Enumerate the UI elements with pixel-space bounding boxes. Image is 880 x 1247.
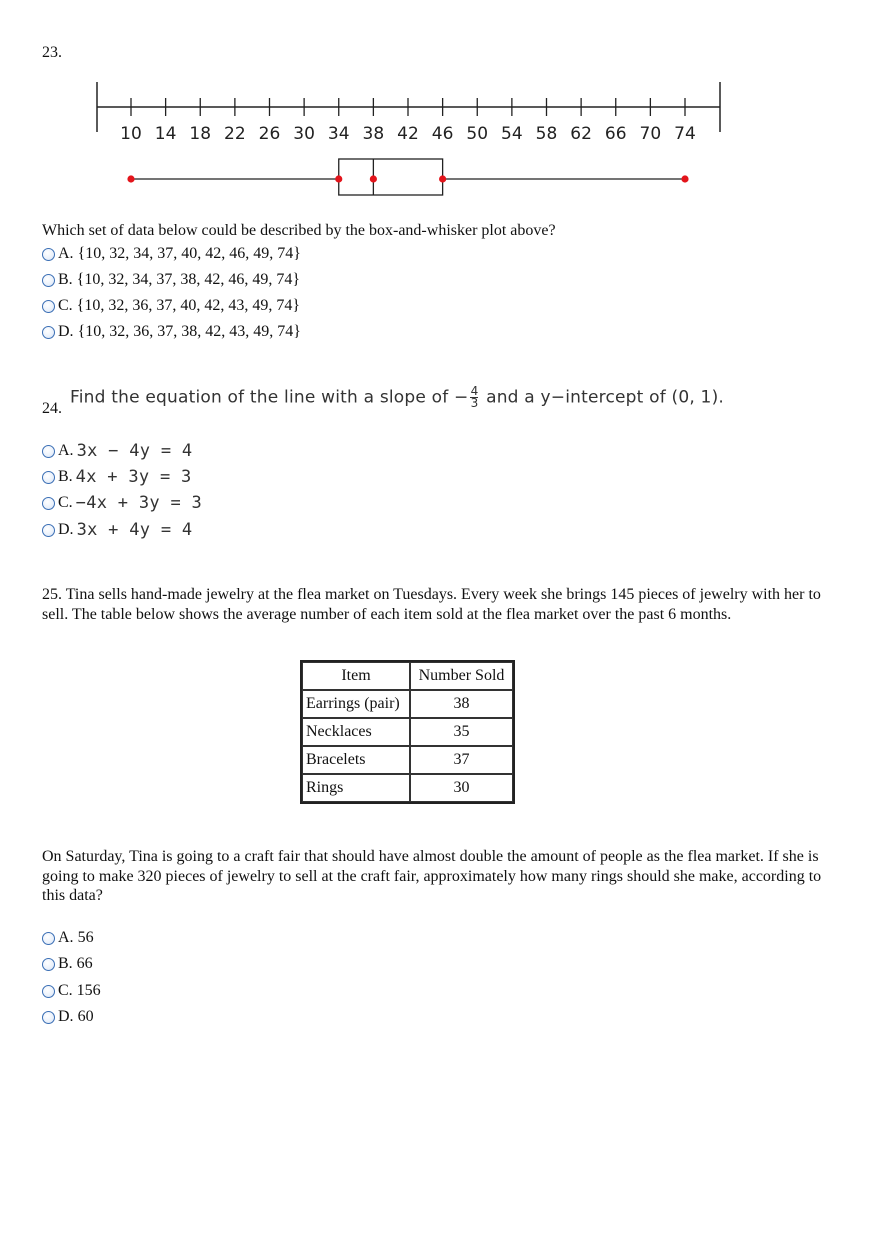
table-row xyxy=(302,774,513,802)
box-whisker-plot xyxy=(90,76,730,196)
table-header-sold: Number Sold xyxy=(410,662,513,690)
option-label: B. xyxy=(58,468,73,485)
table-cell-sold: 35 xyxy=(410,718,513,746)
q25-option-b[interactable] xyxy=(42,954,93,974)
table-cell-item: Necklaces xyxy=(302,718,410,746)
q24-question-pre: Find the equation of the line with a slope of − xyxy=(70,387,469,408)
q24-number: 24. xyxy=(42,400,62,417)
q24-question xyxy=(70,386,724,409)
option-equation: −4x + 3y = 3 xyxy=(75,493,203,513)
jewelry-table xyxy=(300,660,515,804)
radio-button[interactable] xyxy=(42,445,55,458)
table-cell-item: Rings xyxy=(302,774,410,802)
slope-numerator: 4 xyxy=(470,384,479,398)
option-label: B. xyxy=(58,955,73,972)
option-text: {10, 32, 36, 37, 38, 42, 43, 49, 74} xyxy=(77,323,301,340)
option-label: C. xyxy=(58,982,73,999)
table-cell-sold: 37 xyxy=(410,746,513,774)
radio-button[interactable] xyxy=(42,471,55,484)
radio-button[interactable] xyxy=(42,274,55,287)
table-row xyxy=(302,746,513,774)
axis-tick-label: 38 xyxy=(362,124,385,144)
option-text: {10, 32, 34, 37, 40, 42, 46, 49, 74} xyxy=(77,245,301,262)
q24-question-post: and a y−intercept of (0, 1). xyxy=(486,387,725,408)
axis-tick-label: 54 xyxy=(501,124,523,144)
axis-tick-label: 14 xyxy=(154,124,177,144)
table-header-row xyxy=(302,662,513,690)
radio-button[interactable] xyxy=(42,932,55,945)
q23-option-d[interactable] xyxy=(42,322,301,342)
q24-option-c[interactable] xyxy=(42,493,202,513)
option-equation: 4x + 3y = 3 xyxy=(75,467,192,487)
q23-option-a[interactable] xyxy=(42,244,301,264)
option-label: D. xyxy=(58,521,74,538)
radio-button[interactable] xyxy=(42,248,55,261)
table-header-item: Item xyxy=(302,662,410,690)
option-label: A. xyxy=(58,442,74,459)
q23-number: 23. xyxy=(42,44,62,61)
radio-button[interactable] xyxy=(42,497,55,510)
option-label: C. xyxy=(58,494,73,511)
option-label: D. xyxy=(58,323,74,340)
table-row xyxy=(302,690,513,718)
slope-fraction xyxy=(470,386,478,409)
q25-question: On Saturday, Tina is going to a craft fair that should have almost double the amount of people as the flea market. If she is going to make 320 pieces of jewelry to sell at the craft fair, approximately how many rings should she make, according to this data? xyxy=(42,848,822,904)
axis-tick-label: 42 xyxy=(397,124,419,144)
option-text: 66 xyxy=(76,955,93,972)
option-text: {10, 32, 36, 37, 40, 42, 43, 49, 74} xyxy=(76,297,301,314)
axis-tick-label: 62 xyxy=(570,124,592,144)
option-equation: 3x − 4y = 4 xyxy=(76,441,193,461)
axis-tick-label: 26 xyxy=(258,124,281,144)
option-text: 156 xyxy=(76,982,101,999)
slope-denominator: 3 xyxy=(470,396,479,410)
radio-button[interactable] xyxy=(42,958,55,971)
axis-tick-label: 30 xyxy=(293,124,315,144)
max-point xyxy=(681,175,688,182)
q1-point xyxy=(335,175,342,182)
q25-option-a[interactable] xyxy=(42,928,94,948)
radio-button[interactable] xyxy=(42,326,55,339)
q25-option-c[interactable] xyxy=(42,981,101,1001)
axis-tick-label: 34 xyxy=(327,124,350,144)
option-text: 60 xyxy=(77,1008,94,1025)
table-cell-sold: 38 xyxy=(410,690,513,718)
median-point xyxy=(370,175,377,182)
q24-option-a[interactable] xyxy=(42,441,192,461)
axis-tick-label: 18 xyxy=(189,124,212,144)
radio-button[interactable] xyxy=(42,985,55,998)
option-label: A. xyxy=(58,245,74,262)
q25-option-d[interactable] xyxy=(42,1007,94,1027)
radio-button[interactable] xyxy=(42,524,55,537)
q23-question: Which set of data below could be described by the box-and-whisker plot above? xyxy=(42,222,556,239)
q3-point xyxy=(439,175,446,182)
q23-option-c[interactable] xyxy=(42,296,300,316)
q25-intro: 25. Tina sells hand-made jewelry at the flea market on Tuesdays. Every week she brings 145 pieces of jewelry with her to sell. The table below shows the average number of each item sold at the flea market over the past 6 months. xyxy=(42,586,821,623)
box xyxy=(339,159,443,195)
axis-tick-label: 10 xyxy=(120,124,142,144)
option-label: C. xyxy=(58,297,73,314)
q24-option-d[interactable] xyxy=(42,520,192,540)
option-label: A. xyxy=(58,929,74,946)
axis-tick-label: 22 xyxy=(224,124,246,144)
axis-tick-label: 70 xyxy=(639,124,662,144)
table-cell-sold: 30 xyxy=(410,774,513,802)
table-cell-item: Earrings (pair) xyxy=(302,690,410,718)
option-equation: 3x + 4y = 4 xyxy=(76,520,193,540)
radio-button[interactable] xyxy=(42,300,55,313)
axis-tick-label: 46 xyxy=(431,124,454,144)
option-text: {10, 32, 34, 37, 38, 42, 46, 49, 74} xyxy=(76,271,301,288)
axis-tick-label: 74 xyxy=(674,124,696,144)
axis-tick-label: 66 xyxy=(604,124,627,144)
option-label: D. xyxy=(58,1008,74,1025)
table-row xyxy=(302,718,513,746)
option-label: B. xyxy=(58,271,73,288)
radio-button[interactable] xyxy=(42,1011,55,1024)
table-cell-item: Bracelets xyxy=(302,746,410,774)
option-text: 56 xyxy=(77,929,94,946)
axis-tick-label: 50 xyxy=(466,124,489,144)
q23-option-b[interactable] xyxy=(42,270,300,290)
min-point xyxy=(127,175,134,182)
q24-option-b[interactable] xyxy=(42,467,192,487)
axis-tick-label: 58 xyxy=(535,124,558,144)
